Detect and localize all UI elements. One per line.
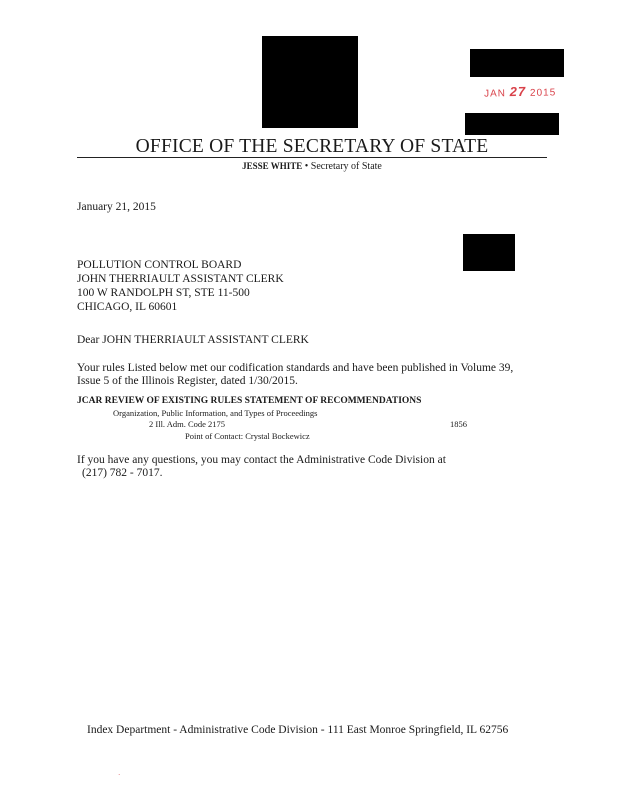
salutation: Dear JOHN THERRIAULT ASSISTANT CLERK bbox=[77, 334, 309, 346]
secretary-name: JESSE WHITE bbox=[242, 161, 303, 171]
office-title: OFFICE OF THE SECRETARY OF STATE bbox=[135, 136, 489, 157]
stamp-day: 27 bbox=[509, 83, 527, 100]
body-line: Issue 5 of the Illinois Register, dated 1/30/2015. bbox=[77, 375, 298, 387]
rule-code: 2 Ill. Adm. Code 2175 bbox=[149, 419, 226, 429]
received-date-stamp bbox=[484, 83, 556, 99]
stamp-year: 2015 bbox=[529, 87, 557, 99]
redaction-received-top bbox=[470, 49, 564, 77]
recipient-line: JOHN THERRIAULT ASSISTANT CLERK bbox=[77, 273, 284, 285]
closing-line: (217) 782 - 7017. bbox=[82, 467, 163, 479]
redaction-seal bbox=[262, 36, 358, 128]
stamp-month: JAN bbox=[483, 88, 507, 100]
redaction-received-bottom bbox=[465, 113, 559, 135]
secretary-title: Secretary of State bbox=[310, 161, 382, 172]
rule-subject: Organization, Public Information, and Types of Proceedings bbox=[113, 408, 318, 418]
rule-contact: Point of Contact: Crystal Bockewicz bbox=[185, 431, 310, 441]
letter-date: January 21, 2015 bbox=[77, 201, 156, 213]
scan-speck: · bbox=[118, 771, 121, 779]
rule-page: 1856 bbox=[450, 419, 467, 429]
footer-address: Index Department - Administrative Code Division - 111 East Monroe Springfield, IL 62756 bbox=[87, 724, 509, 736]
letterhead-subtitle bbox=[77, 161, 547, 172]
closing-line: If you have any questions, you may contact the Administrative Code Division at bbox=[77, 454, 446, 466]
letterhead-divider bbox=[77, 157, 547, 158]
redaction-address-side bbox=[463, 234, 515, 271]
recipient-line: 100 W RANDOLPH ST, STE 11-500 bbox=[77, 287, 250, 299]
body-line: Your rules Listed below met our codification standards and have been published in Volume 39, bbox=[77, 362, 514, 374]
recipient-line: POLLUTION CONTROL BOARD bbox=[77, 259, 242, 271]
section-heading: JCAR REVIEW OF EXISTING RULES STATEMENT OF RECOMMENDATIONS bbox=[77, 396, 422, 406]
bullet-separator: • bbox=[304, 161, 309, 172]
recipient-line: CHICAGO, IL 60601 bbox=[77, 301, 178, 313]
